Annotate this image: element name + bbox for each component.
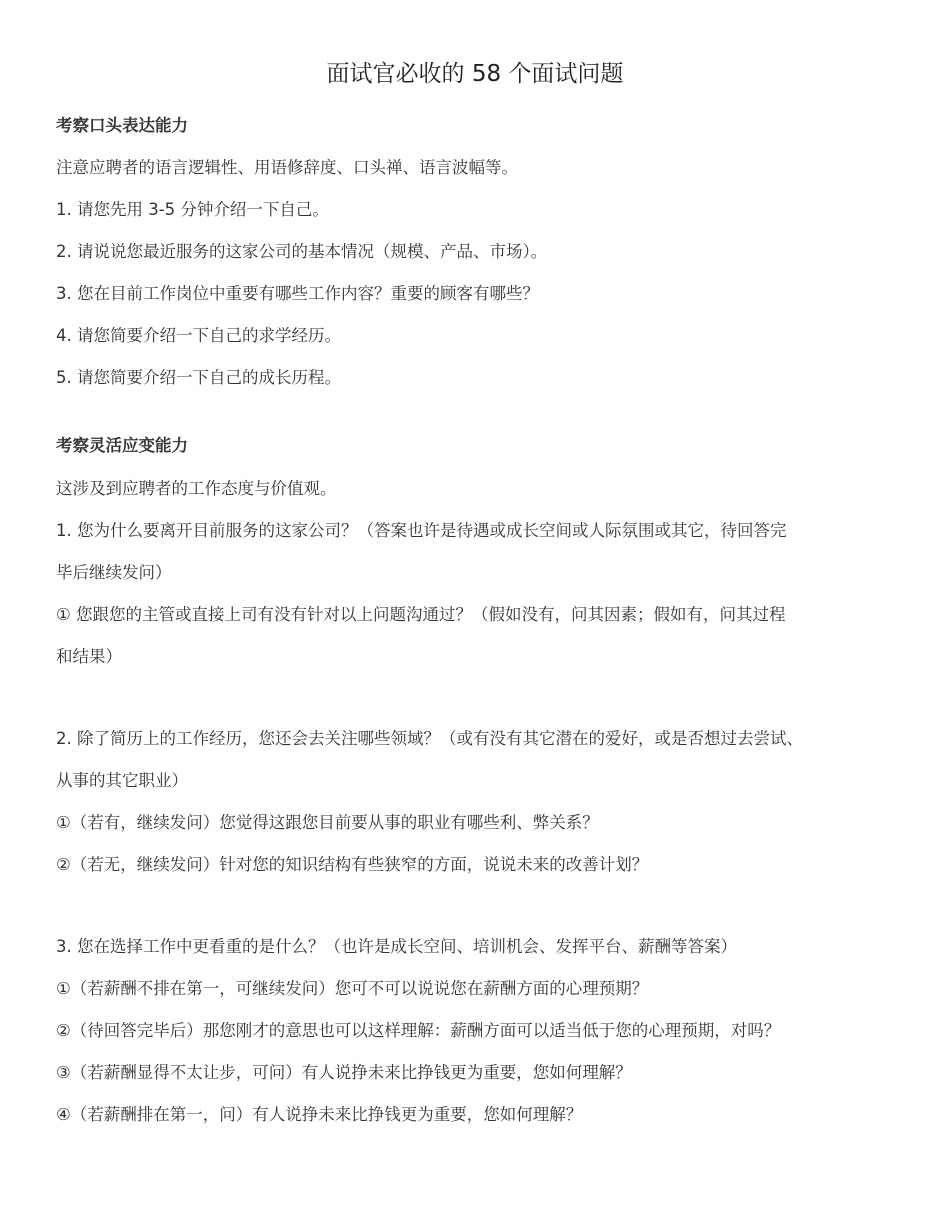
follow-up-item: ④（若薪酬排在第一，问）有人说挣未来比挣钱更为重要，您如何理解？ <box>56 1105 583 1124</box>
section-intro: 这涉及到应聘者的工作态度与价值观。 <box>56 479 337 498</box>
question-item: 5. 请您简要介绍一下自己的成长历程。 <box>56 368 341 387</box>
question-item: 3. 您在选择工作中更看重的是什么？（也许是成长空间、培训机会、发挥平台、薪酬等答案） <box>56 937 737 956</box>
follow-up-item: ③（若薪酬显得不太让步，可问）有人说挣未来比挣钱更为重要，您如何理解？ <box>56 1063 632 1082</box>
follow-up-item: ②（待回答完毕后）那您刚才的意思也可以这样理解：薪酬方面可以适当低于您的心理预期，对吗？ <box>56 1021 781 1040</box>
question-item: 4. 请您简要介绍一下自己的求学经历。 <box>56 326 341 345</box>
question-item: 2. 请说说您最近服务的这家公司的基本情况（规模、产品、市场）。 <box>56 242 548 261</box>
section-heading-adaptability: 考察灵活应变能力 <box>56 436 188 455</box>
question-item: 1. 您为什么要离开目前服务的这家公司？（答案也许是待遇或成长空间或人际氛围或其它，待回答完 <box>56 521 787 540</box>
follow-up-item: ①（若有，继续发问）您觉得这跟您目前要从事的职业有哪些利、弊关系？ <box>56 813 599 832</box>
question-item: 1. 请您先用 3-5 分钟介绍一下自己。 <box>56 200 329 219</box>
question-item-continuation: 毕后继续发问） <box>56 563 172 582</box>
question-item: 2. 除了简历上的工作经历，您还会去关注哪些领域？（或有没有其它潜在的爱好，或是否想过去尝试、 <box>56 729 803 748</box>
section-heading-oral-expression: 考察口头表达能力 <box>56 116 188 135</box>
follow-up-item: ①（若薪酬不排在第一，可继续发问）您可不可以说说您在薪酬方面的心理预期？ <box>56 979 649 998</box>
question-item-continuation: 从事的其它职业） <box>56 771 188 790</box>
follow-up-item: ① 您跟您的主管或直接上司有没有针对以上问题沟通过？（假如没有，问其因素；假如有，问其过程 <box>56 605 786 624</box>
section-intro: 注意应聘者的语言逻辑性、用语修辞度、口头禅、语言波幅等。 <box>56 158 518 177</box>
question-item: 3. 您在目前工作岗位中重要有哪些工作内容？重要的顾客有哪些？ <box>56 284 539 303</box>
follow-up-item-continuation: 和结果） <box>56 647 122 666</box>
follow-up-item: ②（若无，继续发问）针对您的知识结构有些狭窄的方面，说说未来的改善计划？ <box>56 855 649 874</box>
page-title: 面试官必收的 58 个面试问题 <box>326 61 624 87</box>
